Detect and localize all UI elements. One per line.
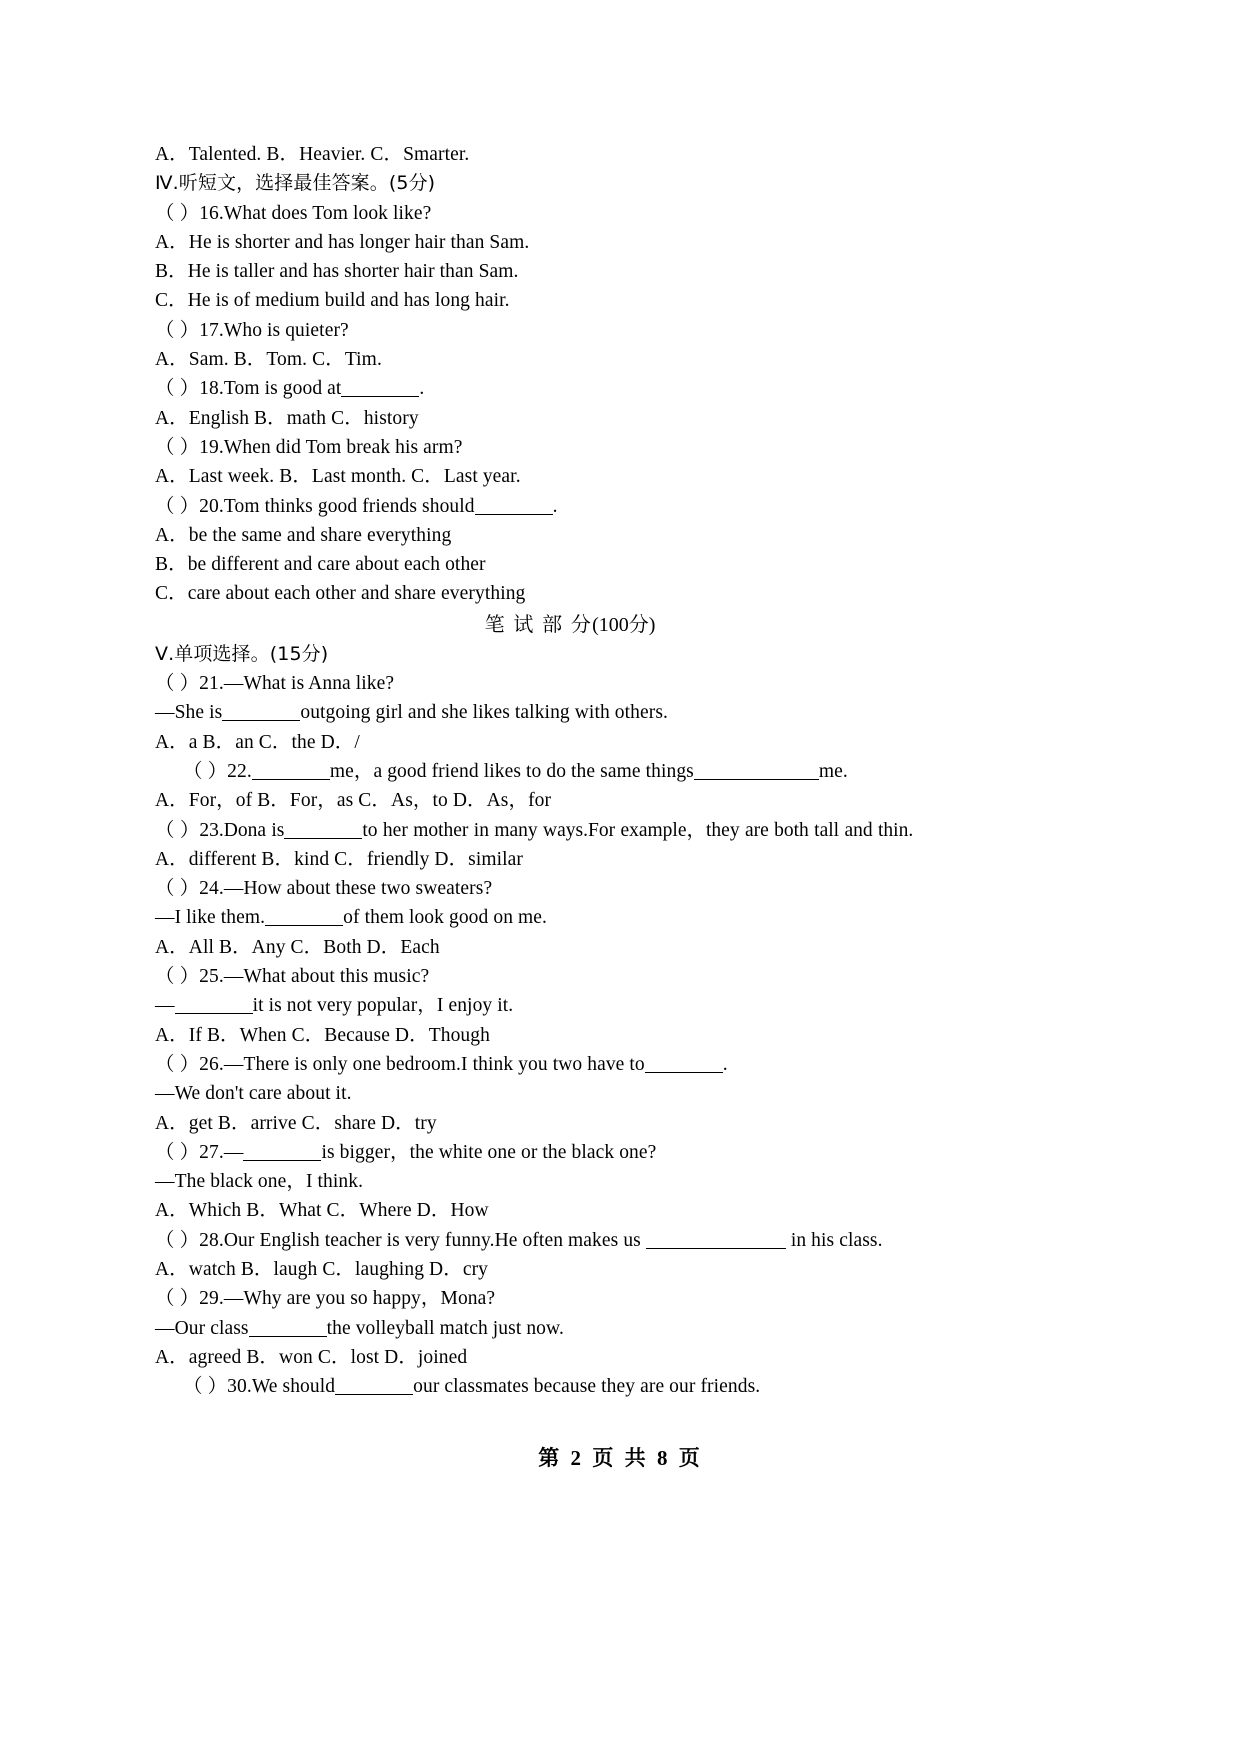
carryover-options-line: A．Talented. B．Heavier. C．Smarter. bbox=[155, 144, 470, 165]
question-22-options: A．For，of B．For，as C．As，to D．As，for bbox=[155, 790, 552, 812]
page-content bbox=[155, 140, 945, 1401]
question-23-stem bbox=[127, 816, 945, 845]
written-part-banner-cjk: 笔 试 部 分 bbox=[484, 611, 593, 636]
question-21-reply-head: —She is bbox=[155, 702, 223, 724]
footer-middle: 页 共 bbox=[592, 1446, 648, 1470]
question-20-stem-tail: . bbox=[552, 495, 558, 517]
answer-blank bbox=[645, 1072, 723, 1073]
question-21-reply bbox=[155, 698, 945, 727]
section-v-heading: Ⅴ.单项选择。(15分) bbox=[155, 642, 329, 665]
question-26-stem-head: （ ）26.—There is only one bedroom.I think you two have to bbox=[155, 1053, 645, 1075]
footer-suffix: 页 bbox=[678, 1446, 702, 1470]
question-25-reply bbox=[155, 991, 945, 1020]
footer-page-number: 2 bbox=[570, 1446, 584, 1470]
question-29-reply-head: —Our class bbox=[155, 1317, 249, 1339]
question-20-option-a: A．be the same and share everything bbox=[155, 524, 452, 546]
written-part-points: (100分) bbox=[592, 613, 656, 636]
question-27-stem-head: （ ）27.— bbox=[155, 1141, 244, 1163]
question-18-stem-text: （ ）18.Tom is good at bbox=[155, 378, 342, 400]
question-21-reply-tail: outgoing girl and she likes talking with others. bbox=[300, 702, 669, 724]
question-28-options: A．watch B．laugh C．laughing D．cry bbox=[155, 1258, 489, 1280]
page-footer bbox=[0, 1442, 1240, 1472]
question-23-options: A．different B．kind C．friendly D．similar bbox=[155, 848, 524, 870]
answer-blank bbox=[694, 779, 819, 780]
question-23-stem-head: （ ）23.Dona is bbox=[155, 819, 285, 841]
question-23-stem-tail: to her mother in many ways.For example，they are both tall and thin. bbox=[362, 819, 914, 841]
question-24-reply-tail: of them look good on me. bbox=[343, 907, 548, 929]
question-18-stem bbox=[155, 374, 945, 403]
question-29-stem: （ ）29.—Why are you so happy，Mona? bbox=[155, 1288, 496, 1310]
question-26-options: A．get B．arrive C．share D．try bbox=[155, 1112, 437, 1134]
answer-blank bbox=[335, 1394, 413, 1395]
footer-prefix: 第 bbox=[538, 1446, 562, 1470]
section-iv-heading: Ⅳ.听短文，选择最佳答案。(5分) bbox=[155, 172, 436, 195]
question-16-option-a: A．He is shorter and has longer hair than Sam. bbox=[155, 231, 530, 253]
question-22-stem-tail: me. bbox=[818, 760, 848, 782]
question-18-stem-tail: . bbox=[419, 378, 425, 400]
question-22-stem-mid: me，a good friend likes to do the same things bbox=[329, 760, 694, 782]
written-part-banner bbox=[155, 609, 945, 640]
question-25-options: A．If B．When C．Because D．Though bbox=[155, 1024, 490, 1046]
question-29-reply bbox=[155, 1314, 945, 1343]
question-28-stem-tail: in his class. bbox=[790, 1229, 883, 1251]
question-29-options: A．agreed B．won C．lost D．joined bbox=[155, 1346, 468, 1368]
question-18-options: A．English B．math C．history bbox=[155, 407, 419, 429]
answer-blank bbox=[243, 1160, 321, 1161]
question-20-stem-text: （ ）20.Tom thinks good friends should bbox=[155, 495, 475, 517]
question-16-option-b: B．He is taller and has shorter hair than Sam. bbox=[155, 261, 519, 283]
question-17-stem: （ ）17.Who is quieter? bbox=[155, 319, 349, 341]
question-26-reply: —We don't care about it. bbox=[155, 1083, 352, 1105]
question-24-stem: （ ）24.—How about these two sweaters? bbox=[155, 878, 493, 900]
question-26-stem bbox=[155, 1050, 945, 1079]
question-30-stem-head: （ ）30.We should bbox=[183, 1376, 336, 1398]
question-19-stem: （ ）19.When did Tom break his arm? bbox=[155, 436, 463, 458]
question-25-reply-head: — bbox=[155, 995, 175, 1017]
question-28-stem bbox=[155, 1226, 945, 1255]
question-21-stem: （ ）21.—What is Anna like? bbox=[155, 673, 395, 695]
question-21-options: A．a B．an C．the D．/ bbox=[155, 731, 360, 753]
question-22-stem-head: （ ）22. bbox=[183, 760, 252, 782]
question-16-stem: （ ）16.What does Tom look like? bbox=[155, 202, 432, 224]
question-27-stem bbox=[155, 1138, 945, 1167]
question-30-stem bbox=[155, 1372, 945, 1401]
question-22-stem bbox=[155, 757, 945, 786]
question-17-options: A．Sam. B．Tom. C．Tim. bbox=[155, 349, 382, 371]
question-26-stem-tail: . bbox=[722, 1053, 728, 1075]
question-27-stem-tail: is bigger，the white one or the black one? bbox=[321, 1141, 657, 1163]
question-24-reply bbox=[155, 903, 945, 932]
answer-blank bbox=[249, 1336, 327, 1337]
answer-blank bbox=[475, 514, 553, 515]
question-19-options: A．Last week. B．Last month. C．Last year. bbox=[155, 466, 521, 488]
question-25-stem: （ ）25.—What about this music? bbox=[155, 966, 430, 988]
question-20-stem bbox=[155, 492, 945, 521]
question-29-reply-tail: the volleyball match just now. bbox=[326, 1317, 564, 1339]
answer-blank bbox=[175, 1013, 253, 1014]
answer-blank bbox=[646, 1248, 786, 1249]
question-27-options: A．Which B．What C．Where D．How bbox=[155, 1200, 489, 1222]
question-25-reply-tail: it is not very popular，I enjoy it. bbox=[252, 995, 514, 1017]
question-20-option-c: C．care about each other and share everything bbox=[155, 583, 526, 605]
question-28-stem-head: （ ）28.Our English teacher is very funny.He often makes us bbox=[155, 1229, 641, 1251]
answer-blank bbox=[284, 838, 362, 839]
question-30-stem-tail: our classmates because they are our friends. bbox=[413, 1376, 761, 1398]
footer-total-pages: 8 bbox=[656, 1446, 670, 1470]
question-20-option-b: B．be different and care about each other bbox=[155, 554, 486, 576]
question-24-options: A．All B．Any C．Both D．Each bbox=[155, 936, 440, 958]
question-16-option-c: C．He is of medium build and has long hair. bbox=[155, 290, 510, 312]
question-27-reply: —The black one，I think. bbox=[155, 1171, 364, 1193]
answer-blank bbox=[222, 720, 300, 721]
answer-blank bbox=[265, 925, 343, 926]
answer-blank bbox=[341, 396, 419, 397]
answer-blank bbox=[252, 779, 330, 780]
question-24-reply-head: —I like them. bbox=[155, 907, 266, 929]
